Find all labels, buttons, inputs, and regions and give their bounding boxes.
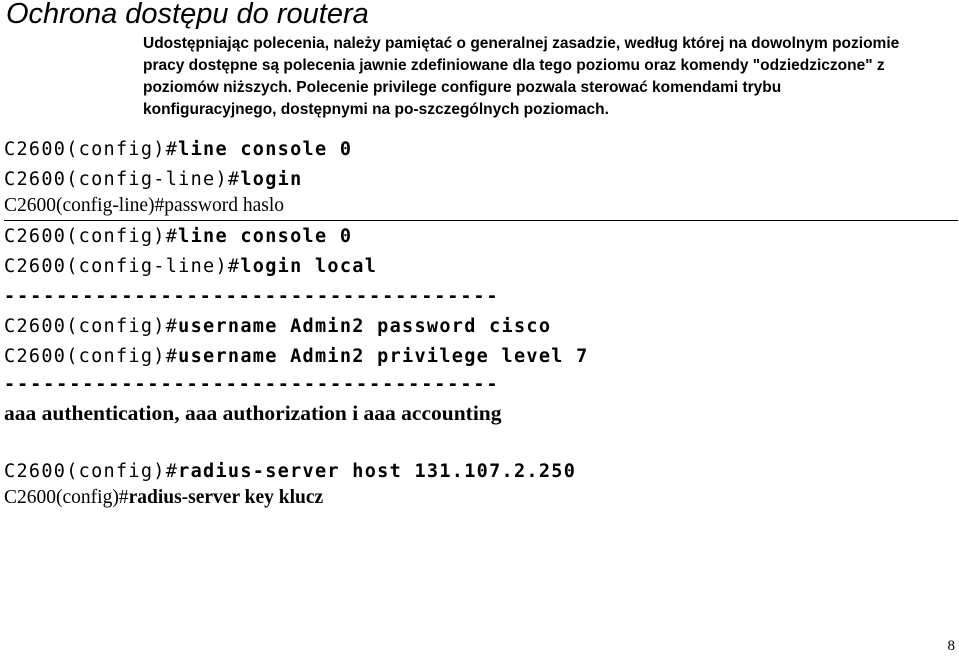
intro-line: Udostępniając polecenia, należy pamiętać o generalnej zasadzie, według której na dowolnym poziomie (143, 35, 900, 52)
command-username-password (4, 316, 551, 337)
command-text: radius-server host 131.107.2.250 (178, 461, 577, 482)
command-username-privilege (4, 346, 589, 367)
intro-line: konfiguracyjnego, dostępnymi na po-szczególnych poziomach. (143, 101, 609, 118)
page-title: Ochrona dostępu do routera (6, 0, 369, 30)
aaa-heading: aaa authentication, aaa authorization i aaa accounting (4, 401, 502, 425)
command-prompt: C2600(config-line)# (4, 169, 241, 190)
command-text: line console 0 (178, 139, 353, 160)
dashed-separator: -------------------------------------- (4, 374, 500, 395)
command-text: radius-server key klucz (128, 487, 324, 508)
command-prompt: C2600(config)# (4, 487, 129, 508)
command-login-local (4, 256, 377, 277)
command-login (4, 169, 303, 190)
page-number: 8 (947, 638, 955, 654)
command-text: line console 0 (178, 226, 353, 247)
divider-line (4, 220, 958, 221)
command-line-console (4, 139, 352, 160)
command-text: username Admin2 privilege level 7 (178, 346, 589, 367)
command-prompt: C2600(config)# (4, 461, 179, 482)
command-text: username Admin2 password cisco (178, 316, 552, 337)
command-prompt: C2600(config)# (4, 226, 179, 247)
command-text: login local (240, 256, 378, 277)
command-text: login (240, 169, 303, 190)
command-radius-host (4, 461, 576, 482)
command-password: C2600(config-line)#password haslo (4, 195, 284, 216)
command-prompt: C2600(config)# (4, 346, 179, 367)
command-radius-key (4, 487, 323, 509)
intro-line: pracy dostępne są polecenia jawnie zdefiniowane dla tego poziomu oraz komendy "odziedziczone" z (143, 57, 885, 74)
dashed-separator: -------------------------------------- (4, 286, 500, 307)
command-line-console-2 (4, 226, 352, 247)
command-prompt: C2600(config)# (4, 139, 179, 160)
intro-line: poziomów niższych. Polecenie privilege configure pozwala sterować komendami trybu (143, 79, 782, 96)
command-prompt: C2600(config-line)# (4, 256, 241, 277)
command-prompt: C2600(config)# (4, 316, 179, 337)
intro-paragraph (143, 33, 953, 121)
